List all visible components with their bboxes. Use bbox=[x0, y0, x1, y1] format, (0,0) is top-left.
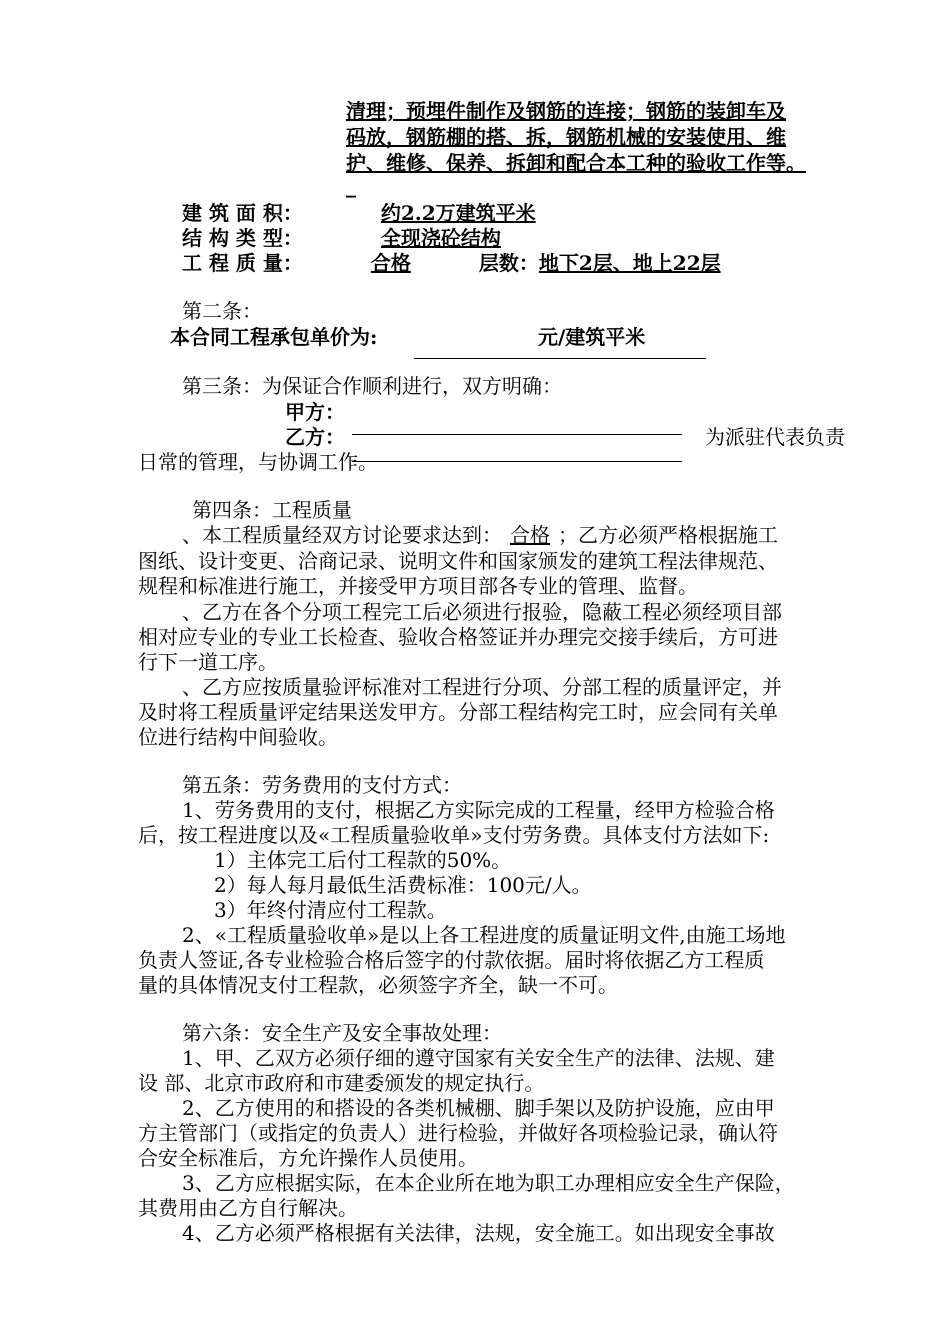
scope-line-1: 清理；预埋件制作及钢筋的连接；钢筋的装卸车及 bbox=[346, 99, 786, 123]
article5-p1-line1: 1、劳务费用的支付，根据乙方实际完成的工程量，经甲方检验合格 bbox=[182, 798, 775, 822]
article4-p2-line1: 、乙方在各个分项工程完工后必须进行报验，隐蔽工程必须经项目部 bbox=[182, 600, 782, 624]
quality-row bbox=[182, 250, 721, 276]
party-a-label: 甲方： bbox=[285, 400, 345, 424]
article6-p1-line2: 设 部、北京市政府和市建委颁发的规定执行。 bbox=[138, 1071, 545, 1095]
area-row bbox=[182, 200, 536, 226]
article5-p2-line3: 量的具体情况支付工程款，必须签字齐全，缺一不可。 bbox=[138, 973, 618, 997]
representative-cont: 日常的管理，与协调工作。 bbox=[138, 450, 378, 474]
price-blank-line bbox=[414, 358, 706, 359]
article6-p3-line1: 3、乙方应根据实际，在本企业所在地为职工办理相应安全生产保险， bbox=[182, 1171, 795, 1195]
article4-p2-line3: 行下一道工序。 bbox=[138, 650, 278, 674]
article6-p2-line1: 2、乙方使用的和搭设的各类机械棚、脚手架以及防护设施，应由甲 bbox=[182, 1096, 775, 1120]
article6-p1-line1: 1、甲、乙双方必须仔细的遵守国家有关安全生产的法律、法规、建 bbox=[182, 1046, 775, 1070]
party-b-blank-line bbox=[352, 434, 682, 435]
article6-p3-line2: 其费用由乙方自行解决。 bbox=[138, 1196, 358, 1220]
scope-line-4: _ bbox=[346, 174, 356, 198]
article5-heading: 第五条：劳务费用的支付方式： bbox=[182, 773, 462, 797]
article4-p1-line2: 图纸、设计变更、洽商记录、说明文件和国家颁发的建筑工程法律规范、 bbox=[138, 549, 778, 573]
price-unit: 元/建筑平米 bbox=[538, 325, 646, 349]
structure-row bbox=[182, 225, 501, 251]
article6-p4-line1: 4、乙方必须严格根据有关法律，法规，安全施工。如出现安全事故 bbox=[182, 1221, 775, 1245]
floors-label: 层数： bbox=[478, 251, 539, 275]
article4-p3-line3: 位进行结构中间验收。 bbox=[138, 725, 338, 749]
article4-p1-line1: 、本工程质量经双方讨论要求达到： 合格 ；乙方必须严格根据施工 bbox=[182, 523, 778, 547]
area-label: 建 筑 面 积： bbox=[182, 201, 303, 225]
scope-line-3: 护、维修、保养、拆卸和配合本工种的验收工作等。 bbox=[346, 151, 806, 175]
article4-heading: 第四条：工程质量 bbox=[192, 498, 352, 522]
payment-item-1: 1）主体完工后付工程款的50%。 bbox=[214, 848, 512, 872]
representative-text: 为派驻代表负责 bbox=[705, 425, 845, 449]
payment-item-2: 2）每人每月最低生活费标准：100元/人。 bbox=[214, 873, 592, 897]
floors-value: 地下2层、地上22层 bbox=[538, 251, 721, 275]
article6-heading: 第六条：安全生产及安全事故处理： bbox=[182, 1021, 502, 1045]
area-value: 约2.2万建筑平米 bbox=[380, 201, 536, 225]
article6-p2-line2: 方主管部门（或指定的负责人）进行检验，并做好各项检验记录，确认符 bbox=[138, 1121, 778, 1145]
article4-p3-line2: 及时将工程质量评定结果送发甲方。分部工程结构完工时，应会同有关单 bbox=[138, 700, 778, 724]
payment-item-3: 3）年终付清应付工程款。 bbox=[214, 898, 447, 922]
quality-value: 合格 bbox=[370, 251, 411, 275]
article5-p2-line1: 2、«工程质量验收单»是以上各工程进度的质量证明文件,由施工场地 bbox=[182, 923, 786, 947]
article4-p2-line2: 相对应专业的专业工长检查、验收合格签证并办理完交接手续后，方可进 bbox=[138, 625, 778, 649]
article6-p2-line3: 合安全标准后，方允许操作人员使用。 bbox=[138, 1146, 478, 1170]
article5-p2-line2: 负责人签证,各专业检验合格后签字的付款依据。届时将依据乙方工程质 bbox=[138, 948, 765, 972]
scope-line-2: 码放，钢筋棚的搭、拆，钢筋机械的安装使用、维 bbox=[346, 125, 786, 149]
representative-blank-line bbox=[352, 461, 682, 462]
article2-heading: 第二条： bbox=[182, 299, 262, 323]
structure-label: 结 构 类 型： bbox=[182, 226, 303, 250]
article5-p1-line2: 后，按工程进度以及«工程质量验收单»支付劳务费。具体支付方法如下: bbox=[138, 823, 770, 847]
article3-heading: 第三条：为保证合作顺利进行，双方明确： bbox=[182, 374, 562, 398]
article4-p3-line1: 、乙方应按质量验评标准对工程进行分项、分部工程的质量评定，并 bbox=[182, 675, 782, 699]
article4-p1-line3: 规程和标准进行施工，并接受甲方项目部各专业的管理、监督。 bbox=[138, 574, 698, 598]
structure-value: 全现浇砼结构 bbox=[380, 226, 501, 250]
quality-label: 工 程 质 量： bbox=[182, 251, 303, 275]
quality-requirement: 合格 bbox=[510, 523, 550, 547]
party-b-label: 乙方： bbox=[285, 425, 345, 449]
price-label: 本合同工程承包单价为: bbox=[170, 325, 378, 349]
